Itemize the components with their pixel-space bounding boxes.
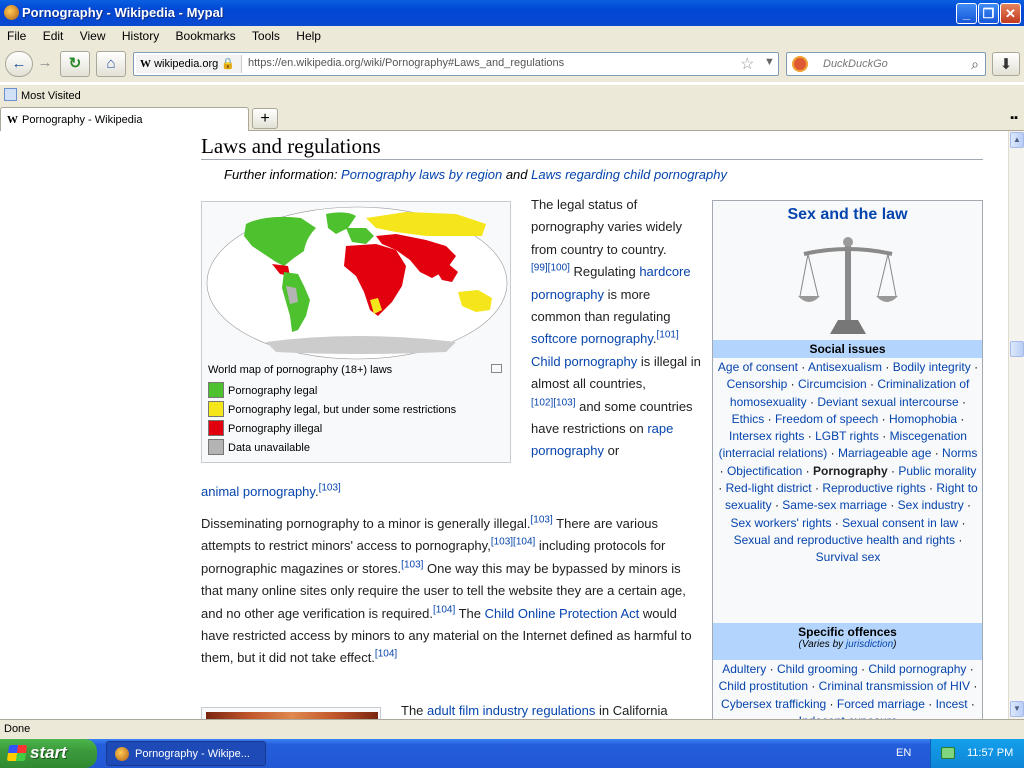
text-span: in California (595, 703, 668, 718)
navbox-link[interactable]: Incest (935, 696, 968, 711)
section-heading: Laws and regulations (201, 132, 983, 160)
citation-link[interactable]: [103] (530, 514, 553, 526)
reload-button[interactable]: ↻ (60, 51, 90, 77)
navigation-toolbar (0, 46, 1024, 82)
minimize-button[interactable]: _ (956, 3, 977, 24)
menu-history[interactable]: History (121, 29, 160, 43)
navbox-link[interactable]: Right to sexuality (724, 481, 978, 513)
navbox-link[interactable]: Homophobia (889, 411, 958, 426)
separator: · (811, 481, 823, 496)
navbox-link[interactable]: Censorship (726, 377, 788, 392)
text-span: One way this may be bypassed by minors is that many online sites only require the user to tell the website they are a certain age, and no other age verification is required. (201, 560, 686, 621)
taskbar-item-browser[interactable] (106, 741, 266, 766)
paragraph-minors (201, 513, 701, 670)
page-viewport (0, 131, 1008, 719)
start-label: start (30, 743, 67, 762)
navbox-link[interactable]: Same-sex marriage (782, 498, 887, 513)
separator: · (764, 411, 775, 426)
link-animal-pornography[interactable]: animal pornography (201, 484, 315, 499)
search-icon[interactable]: ⌕ (971, 56, 979, 72)
navbox-link[interactable]: LGBT rights (815, 429, 879, 444)
separator: · (955, 532, 963, 547)
link-hardcore-pornography[interactable]: hardcore pornography (531, 264, 691, 302)
citation-link[interactable]: [103] (401, 559, 424, 571)
separator: · (967, 696, 975, 711)
text-span: Disseminating pornography to a minor is generally illegal. (201, 516, 531, 531)
link-child-online-protection-act[interactable]: Child Online Protection Act (484, 605, 640, 621)
navbox-link[interactable]: Adultery (722, 662, 767, 676)
navbox-link[interactable]: Sexual and reproductive health and rights (733, 532, 956, 547)
separator: · (831, 515, 843, 530)
scroll-up-icon[interactable]: ▲ (1010, 132, 1024, 148)
separator: · (857, 662, 869, 676)
wikipedia-favicon: W (140, 58, 151, 70)
text-span: would have restricted access by minors to any material on the Internet defined as harmful to them, but it did not take effect. (201, 605, 692, 666)
separator: · (787, 377, 798, 392)
scroll-down-icon[interactable]: ▼ (1010, 701, 1024, 717)
separator: · (766, 662, 777, 676)
navbox-link[interactable]: Survival sex (815, 550, 881, 565)
separator: · (958, 394, 967, 409)
navbox-link[interactable]: Sexual consent in law (842, 515, 959, 530)
separator: · (878, 429, 890, 444)
further-prefix: Further information: (224, 167, 342, 182)
text-span: is more common than regulating (531, 286, 671, 325)
enlarge-icon[interactable] (491, 364, 502, 373)
separator: · (887, 463, 899, 478)
legend-label: Data unavailable (228, 442, 310, 454)
menu-help[interactable]: Help (296, 29, 321, 43)
navbox-link[interactable]: Objectification (726, 463, 803, 478)
bookmark-star-icon[interactable]: ☆ (740, 56, 755, 73)
citation-link[interactable]: [101] (656, 330, 679, 342)
link-pornography-laws-by-region[interactable]: Pornography laws by region (341, 167, 503, 182)
navbox-link[interactable]: Deviant sexual intercourse (817, 394, 959, 409)
navbox-title[interactable]: Sex and the law (787, 206, 908, 223)
link-jurisdiction[interactable]: jurisdiction (845, 639, 894, 650)
navbox-link[interactable]: Reproductive rights (822, 481, 926, 496)
navbox-link[interactable]: Miscegenation (interracial relations) (718, 429, 967, 461)
separator: · (970, 360, 979, 374)
citation-link[interactable]: [104] (374, 649, 398, 661)
url-text[interactable]: https://en.wikipedia.org/wiki/Pornography#Laws_and_regulations (248, 57, 565, 69)
separator: · (806, 394, 818, 409)
navbox-link[interactable]: Antisexualism (807, 360, 883, 374)
link-adult-film-industry-regulations[interactable]: adult film industry regulations (427, 703, 596, 718)
map-caption (208, 364, 506, 376)
separator: · (966, 662, 974, 676)
url-dropdown-icon[interactable]: ▼ (764, 56, 775, 68)
identity-domain: wikipedia.org (154, 58, 219, 70)
social-issues-list (717, 359, 979, 567)
separator: · (826, 696, 837, 711)
navbox-link[interactable]: Criminalization of homosexuality (729, 377, 970, 409)
menu-bookmarks[interactable]: Bookmarks (175, 29, 236, 43)
menu-view[interactable]: View (79, 29, 106, 43)
maximize-button[interactable]: ❐ (978, 3, 999, 24)
separator: · (958, 515, 966, 530)
text-span: or (604, 443, 620, 459)
folder-icon (4, 88, 17, 101)
citation-link[interactable]: [99][100] (531, 262, 570, 274)
title-bar (0, 0, 1024, 26)
tab-list-icon[interactable]: ▪▪ (1010, 112, 1018, 124)
vertical-scrollbar[interactable] (1008, 131, 1024, 719)
new-tab-button[interactable]: + (252, 108, 278, 129)
navbox-link[interactable]: Public morality (898, 463, 977, 478)
network-icon[interactable] (941, 747, 955, 759)
tab-label: Pornography - Wikipedia (22, 114, 143, 126)
map-thumbnail (201, 201, 511, 463)
wikipedia-favicon: W (7, 114, 18, 126)
paragraph-film-industry (401, 703, 668, 718)
varies-post: ) (893, 639, 897, 650)
sidebar-navbox (712, 200, 983, 730)
url-bar[interactable] (133, 52, 779, 76)
link-rape-pornography[interactable]: rape pornography (531, 421, 674, 459)
tab-strip (0, 105, 1024, 131)
further-and: and (502, 167, 532, 182)
separator: · (827, 446, 838, 461)
navbox-link[interactable]: Child grooming (776, 662, 858, 676)
bookmarks-toolbar (0, 85, 1024, 105)
text-span: is illegal in almost all countries, (531, 353, 701, 392)
forward-button[interactable]: → (37, 54, 53, 71)
varies-pre: ( (798, 639, 802, 650)
further-information (224, 167, 727, 182)
separator: · (866, 377, 878, 392)
close-button[interactable]: ✕ (1000, 3, 1021, 24)
separator: · (970, 679, 978, 694)
navbox-link[interactable]: Marriageable age (837, 446, 932, 461)
text-span: The (455, 605, 485, 621)
text-span: Regulating (569, 264, 640, 280)
navbox-link[interactable]: Forced marriage (836, 696, 925, 711)
citation-link[interactable]: [102][103] (531, 397, 576, 409)
separator: · (882, 360, 893, 374)
navbox-link[interactable]: Freedom of speech (774, 411, 879, 426)
legend-label: Pornography legal (228, 385, 318, 397)
map-caption-text: World map of pornography (18+) laws (208, 364, 393, 376)
clock: 11:57 PM (967, 747, 1014, 759)
separator: · (718, 481, 726, 496)
link-softcore-pornography[interactable]: softcore pornography (531, 331, 653, 347)
taskbar-item-label: Pornography - Wikipe... (135, 748, 250, 760)
search-bar[interactable] (786, 52, 986, 76)
citation-link[interactable]: [103][104] (490, 537, 536, 549)
legend-swatch-gray (208, 439, 224, 455)
separator: · (804, 429, 816, 444)
legend-item (208, 382, 317, 398)
home-button[interactable]: ⌂ (96, 51, 126, 77)
separator: · (957, 411, 965, 426)
separator: · (719, 463, 727, 478)
menu-edit[interactable]: Edit (42, 29, 64, 43)
mypal-app-icon (4, 5, 19, 20)
navbox-link[interactable]: Red-light district (725, 481, 812, 496)
paragraph-legal-status (531, 194, 703, 463)
search-placeholder[interactable]: DuckDuckGo (823, 58, 888, 70)
navbox-link[interactable]: Child pornography (868, 662, 967, 676)
mypal-app-icon (115, 747, 129, 761)
download-button[interactable]: ⬇ (992, 52, 1020, 76)
separator: · (878, 411, 890, 426)
lock-icon: 🔒 (221, 58, 236, 70)
navbox-link[interactable]: Sex workers' rights (730, 515, 832, 530)
group-title: Specific offences (798, 625, 897, 639)
group-specific-offences (713, 623, 982, 660)
navbox-link[interactable]: Circumcision (797, 377, 867, 392)
separator: · (887, 498, 898, 513)
status-bar (0, 719, 1024, 739)
legend-label: Pornography legal, but under some restrictions (228, 404, 457, 416)
start-button[interactable] (0, 739, 97, 768)
text-span: . (652, 331, 657, 347)
navbox-link[interactable]: Criminal transmission of HIV (818, 679, 971, 694)
navbox-link[interactable]: Sex industry (897, 498, 964, 513)
text-span: The legal status of pornography varies widely from country to country. (531, 197, 683, 257)
tab-wikipedia[interactable] (0, 107, 249, 131)
navbox-link: Pornography (813, 463, 888, 478)
duckduckgo-icon[interactable] (792, 56, 808, 72)
language-indicator[interactable]: EN (896, 747, 912, 759)
separator: · (925, 481, 937, 496)
separator: · (802, 463, 813, 478)
menu-bar (0, 26, 1024, 46)
world-map-image[interactable] (206, 206, 508, 360)
navbox-link[interactable]: Norms (942, 446, 978, 461)
system-tray (930, 739, 1024, 768)
legend-label: Pornography illegal (228, 423, 323, 435)
menu-file[interactable]: File (7, 29, 27, 43)
text-span: The (401, 703, 428, 718)
legend-swatch-yellow (208, 401, 224, 417)
navbox-link[interactable]: Child prostitution (718, 679, 808, 694)
site-identity[interactable] (136, 55, 242, 73)
varies-mid: Varies by (801, 639, 846, 650)
back-button[interactable]: ← (5, 51, 33, 77)
separator: · (924, 696, 936, 711)
menu-tools[interactable]: Tools (251, 29, 280, 43)
group-social-issues: Social issues (713, 340, 982, 358)
legend-swatch-green (208, 382, 224, 398)
navbox-link[interactable]: Cybersex trafficking (721, 696, 827, 711)
separator: · (771, 498, 783, 513)
varies-note (713, 639, 982, 650)
navbox-link[interactable]: Intersex rights (729, 429, 805, 444)
bookmark-label: Most Visited (21, 90, 81, 102)
bookmark-most-visited[interactable] (4, 88, 81, 102)
text-span: including protocols for pornographic magazines or stores. (201, 538, 666, 576)
status-text: Done (4, 723, 31, 735)
text-span: . (314, 484, 319, 499)
paragraph-legal-status-end (201, 484, 341, 499)
navbox-link[interactable]: Age of consent (717, 360, 798, 374)
navbox-link[interactable]: Bodily integrity (892, 360, 971, 374)
link-laws-child-pornography[interactable]: Laws regarding child pornography (531, 167, 727, 182)
legend-swatch-red (208, 420, 224, 436)
separator: · (808, 679, 819, 694)
legend-item (208, 420, 322, 436)
scroll-thumb[interactable] (1010, 341, 1024, 357)
legend-item (208, 439, 310, 455)
legend-item (208, 401, 456, 417)
separator: · (963, 498, 972, 513)
separator: · (797, 360, 808, 374)
separator: · (931, 446, 943, 461)
scales-of-justice-icon (798, 234, 898, 338)
navbox-link[interactable]: Ethics (731, 411, 765, 426)
window-title: Pornography - Wikipedia - Mypal (22, 5, 224, 20)
windows-flag-icon (7, 745, 27, 761)
citation-link[interactable]: [104] (432, 604, 456, 616)
windows-taskbar (0, 739, 1024, 768)
text-span: There are various attempts to restrict minors' access to pornography, (201, 516, 659, 554)
text-span: and some countries have restrictions on (531, 398, 693, 437)
citation-link[interactable]: [103] (318, 482, 341, 494)
link-child-pornography[interactable]: Child pornography (531, 353, 638, 369)
